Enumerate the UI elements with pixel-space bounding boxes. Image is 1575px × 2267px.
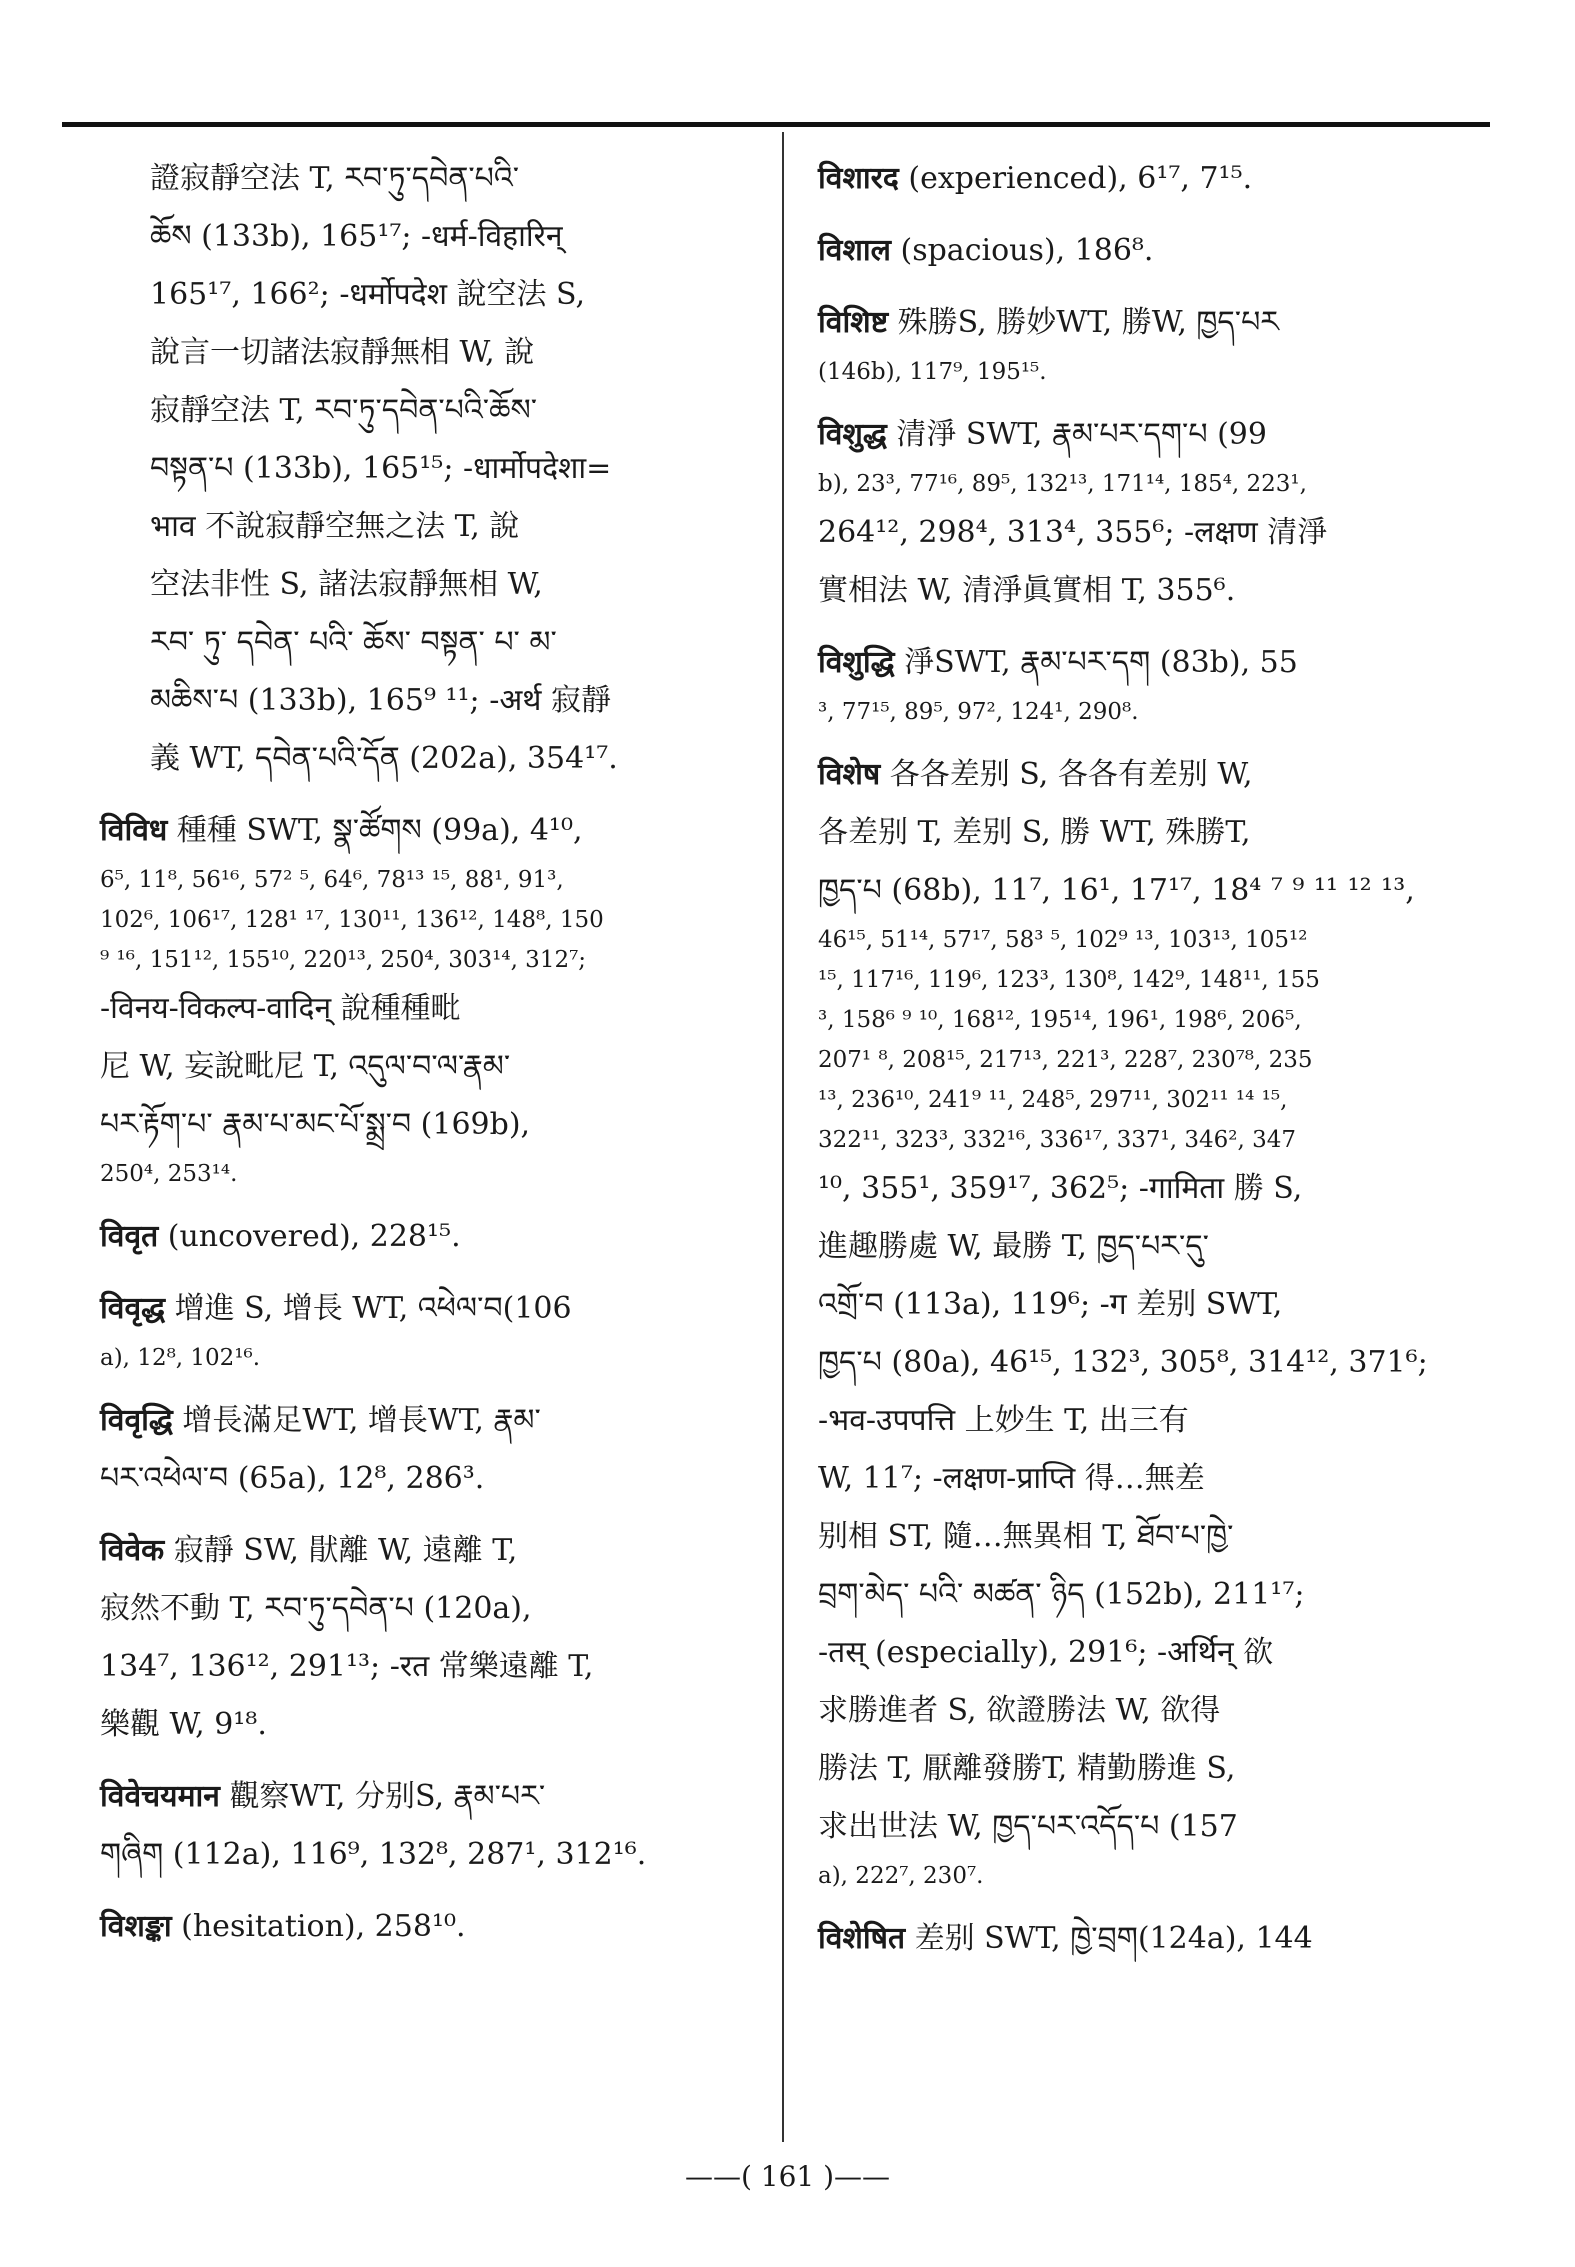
entry-line: विशङ्का (hesitation), 258¹⁰. — [100, 1909, 466, 1944]
entry-line: 勝法 T, 厭離發勝T, 精勤勝進 S, — [818, 1751, 1236, 1786]
entry-line: विवृद्धि 增長滿足WT, 增長WT, རྣམ་ — [100, 1403, 541, 1438]
entry-line: -भव-उपपत्ति 上妙生 T, 出三有 — [818, 1403, 1189, 1438]
dictionary-entry — [818, 406, 1458, 620]
dictionary-entry — [818, 150, 1458, 208]
headword: विशाल — [818, 233, 891, 268]
entry-line: विशेषित 差别 SWT, ཁྱེ་བྲག(124a), 144 — [818, 1921, 1313, 1956]
headword: विवेचयमान — [100, 1779, 220, 1814]
entry-line: བྲག་མེད་ པའི་ མཚན་ ཉིད (152b), 211¹⁷; — [818, 1577, 1305, 1612]
entry-line: 207¹ ⁸, 208¹⁵, 217¹³, 221³, 228⁷, 230⁷⁸, 235 — [818, 1047, 1313, 1073]
entry-line: རབ་ ཏུ་ དབེན་ པའི་ ཆོས་ བསྟན་ པ་ མ་ — [150, 625, 557, 660]
entry-line: ཁྱད་པ (68b), 11⁷, 16¹, 17¹⁷, 18⁴ ⁷ ⁹ ¹¹ ¹² ¹³, — [818, 873, 1415, 908]
entry-line: 102⁶, 106¹⁷, 128¹ ¹⁷, 130¹¹, 136¹², 148⁸, 150 — [100, 907, 604, 933]
entry-line: ⁹ ¹⁶, 151¹², 155¹⁰, 220¹³, 250⁴, 303¹⁴, 312⁷; — [100, 947, 587, 973]
left-column — [100, 150, 750, 1970]
entry-line: भाव 不說寂靜空無之法 T, 說 — [150, 509, 520, 544]
entry-line: 求勝進者 S, 欲證勝法 W, 欲得 — [818, 1693, 1221, 1728]
entry-line: ཆོས (133b), 165¹⁷; -धर्म-विहारिन् — [150, 219, 563, 254]
entry-line: विवृत (uncovered), 228¹⁵. — [100, 1219, 461, 1254]
entry-line: པར་རྟོག་པ་ རྣམ་པ་མང་པོ་སྨྲ་བ (169b), — [100, 1107, 531, 1142]
dictionary-entry — [100, 1522, 750, 1754]
entry-line: ¹³, 236¹⁰, 241⁹ ¹¹, 248⁵, 297¹¹, 302¹¹ ¹⁴ ¹⁵, — [818, 1087, 1288, 1113]
entry-line: विशेष 各各差别 S, 各各有差别 W, — [818, 757, 1253, 792]
entry-line: विवेक 寂靜 SW, 猒離 W, 遠離 T, — [100, 1533, 518, 1568]
entry-line: विशुद्ध 清淨 SWT, རྣམ་པར་དག་པ (99 — [818, 417, 1267, 452]
entry-line: 空法非性 S, 諸法寂靜無相 W, — [150, 567, 543, 602]
entry-line: 說言一切諸法寂靜無相 W, 說 — [150, 335, 535, 370]
entry-line: པར་འཕེལ་བ (65a), 12⁸, 286³. — [100, 1461, 485, 1496]
dictionary-entry — [818, 294, 1458, 392]
entry-line: 46¹⁵, 51¹⁴, 57¹⁷, 58³ ⁵, 102⁹ ¹³, 103¹³, 105¹² — [818, 927, 1308, 953]
entry-line: ¹⁵, 117¹⁶, 119⁶, 123³, 130⁸, 142⁹, 148¹¹, 155 — [818, 967, 1320, 993]
headword: विवृत — [100, 1219, 159, 1254]
dictionary-entry — [818, 634, 1458, 732]
entry-line: 寂然不動 T, རབ་ཏུ་དབེན་པ (120a), — [100, 1591, 532, 1626]
entry-line: 求出世法 W, ཁྱད་པར་འདོད་པ (157 — [818, 1809, 1238, 1844]
entry-line: ³, 158⁶ ⁹ ¹⁰, 168¹², 195¹⁴, 196¹, 198⁶, 206⁵, — [818, 1007, 1302, 1033]
entry-line: विशिष्ट 殊勝S, 勝妙WT, 勝W, ཁྱད་པར — [818, 305, 1279, 340]
entry-line: विवेचयमान 觀察WT, 分别S, རྣམ་པར་ — [100, 1779, 546, 1814]
entry-line: (146b), 117⁹, 195¹⁵. — [818, 359, 1047, 385]
headword: विशेषित — [818, 1921, 906, 1956]
entry-line: 6⁵, 11⁸, 56¹⁶, 57² ⁵, 64⁶, 78¹³ ¹⁵, 88¹, 91³, — [100, 867, 564, 893]
entry-line: 250⁴, 253¹⁴. — [100, 1161, 238, 1187]
dictionary-entry — [818, 1910, 1458, 1968]
entry-line: 322¹¹, 323³, 332¹⁶, 336¹⁷, 337¹, 346², 347 — [818, 1127, 1297, 1153]
dictionary-entry — [818, 746, 1458, 1896]
entry-line: ³, 77¹⁵, 89⁵, 97², 124¹, 290⁸. — [818, 699, 1139, 725]
entry-line: ¹⁰, 355¹, 359¹⁷, 362⁵; -गामिता 勝 S, — [818, 1171, 1303, 1206]
headword: विविध — [100, 813, 168, 848]
entry-line: 134⁷, 136¹², 291¹³; -रत 常樂遠離 T, — [100, 1649, 594, 1684]
headword: विशुद्ध — [818, 417, 887, 452]
entry-line: བསྟན་པ (133b), 165¹⁵; -धार्मोपदेशा= — [150, 451, 612, 486]
entry-line: -तस् (especially), 291⁶; -अर्थिन् 欲 — [818, 1635, 1274, 1670]
dictionary-entry — [100, 1898, 750, 1956]
dictionary-entry — [100, 1392, 750, 1508]
headword: विवेक — [100, 1533, 165, 1568]
entry-line: b), 23³, 77¹⁶, 89⁵, 132¹³, 171¹⁴, 185⁴, 223¹, — [818, 471, 1307, 497]
entry-line: विशारद (experienced), 6¹⁷, 7¹⁵. — [818, 161, 1253, 196]
dictionary-entry — [818, 222, 1458, 280]
entry-line: མཆིས་པ (133b), 165⁹ ¹¹; -अर्थ 寂靜 — [150, 683, 611, 718]
top-rule — [62, 122, 1490, 127]
dictionary-entry — [100, 1208, 750, 1266]
right-column — [818, 150, 1458, 1982]
entry-line: འགྲོ་བ (113a), 119⁶; -ग 差别 SWT, — [818, 1287, 1283, 1322]
dictionary-entry — [100, 1768, 750, 1884]
entry-line: a), 222⁷, 230⁷. — [818, 1863, 984, 1889]
entry-line: 264¹², 298⁴, 313⁴, 355⁶; -लक्षण 清淨 — [818, 515, 1328, 550]
column-divider — [782, 132, 784, 2142]
entry-line: विविध 種種 SWT, སྣ་ཚོགས (99a), 4¹⁰, — [100, 813, 583, 848]
headword: विवृद्ध — [100, 1291, 166, 1326]
entry-line: 寂靜空法 T, རབ་ཏུ་དབེན་པའི་ཆོས་ — [150, 393, 538, 428]
entry-line: 進趣勝處 W, 最勝 T, ཁྱད་པར་དུ་ — [818, 1229, 1209, 1264]
entry-line: विवृद्ध 增進 S, 增長 WT, འཕེལ་བ(106 — [100, 1291, 572, 1326]
entry-line: 樂觀 W, 9¹⁸. — [100, 1707, 267, 1742]
entry-line: གཞིག (112a), 116⁹, 132⁸, 287¹, 312¹⁶. — [100, 1837, 647, 1872]
entry-line: -विनय-विकल्प-वादिन् 說種種毗 — [100, 991, 461, 1026]
entry-line: 義 WT, དབེན་པའི་དོན (202a), 354¹⁷. — [150, 741, 618, 776]
dictionary-entry — [100, 802, 750, 1194]
headword: विवृद्धि — [100, 1403, 173, 1438]
entry-line: 尼 W, 妄說毗尼 T, འདུལ་བ་ལ་རྣམ་ — [100, 1049, 511, 1084]
entry-line: ཁྱད་པ (80a), 46¹⁵, 132³, 305⁸, 314¹², 371⁶; — [818, 1345, 1428, 1380]
headword: विशेष — [818, 757, 881, 792]
entry-line: 證寂靜空法 T, རབ་ཏུ་དབེན་པའི་ — [150, 161, 520, 196]
entry-line: विशाल (spacious), 186⁸. — [818, 233, 1154, 268]
entry-line: a), 12⁸, 102¹⁶. — [100, 1345, 261, 1371]
entry-line: 各差别 T, 差别 S, 勝 WT, 殊勝T, — [818, 815, 1251, 850]
continued-entry — [100, 150, 750, 788]
headword: विशङ्का — [100, 1909, 172, 1944]
headword: विशिष्ट — [818, 305, 889, 340]
headword: विशुद्धि — [818, 645, 895, 680]
dictionary-entry — [100, 1280, 750, 1378]
headword: विशारद — [818, 161, 899, 196]
page-number: ——( 161 )—— — [684, 2160, 891, 2193]
entry-line: 165¹⁷, 166²; -धर्मोपदेश 說空法 S, — [150, 277, 586, 312]
entry-line: विशुद्धि 淨SWT, རྣམ་པར་དག (83b), 55 — [818, 645, 1298, 680]
entry-line: 别相 ST, 隨…無異相 T, ཐོབ་པ་ཁྱེ་ — [818, 1519, 1234, 1554]
entry-line: W, 11⁷; -लक्षण-प्राप्ति 得…無差 — [818, 1461, 1205, 1496]
entry-line: 實相法 W, 清淨眞實相 T, 355⁶. — [818, 573, 1236, 608]
